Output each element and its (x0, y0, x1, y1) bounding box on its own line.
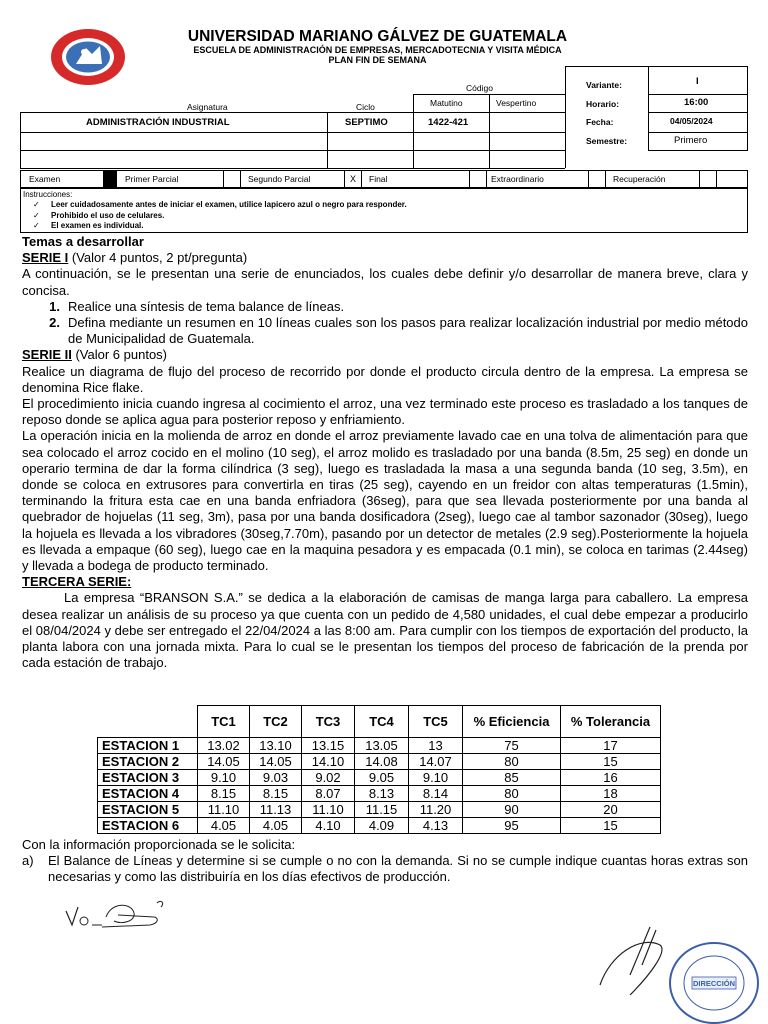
table-cell: 85 (463, 770, 561, 786)
table-cell: 15 (561, 754, 661, 770)
table-cell: 17 (561, 738, 661, 754)
table-cell: 8.13 (355, 786, 409, 802)
asignatura-value: ADMINISTRACIÓN INDUSTRIAL (86, 117, 230, 128)
table-cell: 14.08 (355, 754, 409, 770)
table-cell: 11.10 (198, 802, 250, 818)
horario-value: 16:00 (684, 97, 709, 108)
semestre-value: Primero (674, 135, 708, 146)
instructions-box (20, 188, 748, 233)
table-row (98, 770, 661, 786)
variante-value: I (696, 76, 699, 87)
recuperacion-checkbox[interactable] (699, 171, 717, 187)
table-header: TC5 (409, 706, 463, 738)
instruction-item: ✓ Leer cuidadosamente antes de iniciar el examen, utilice lapicero azul o negro para responder. (23, 200, 745, 211)
serie1-intro: A continuación, se le presentan una serie de enunciados, los cuales debe definir y/o desarrollar de manera breve, clara y concisa. (22, 266, 748, 298)
table-row (98, 818, 661, 834)
table-cell: 9.03 (250, 770, 302, 786)
table-cell: 80 (463, 786, 561, 802)
table-cell: 8.14 (409, 786, 463, 802)
segundo-parcial-label: Segundo Parcial (248, 174, 311, 184)
temas-heading: Temas a desarrollar (22, 234, 144, 249)
table-cell: 8.15 (250, 786, 302, 802)
station-label: ESTACION 5 (98, 802, 198, 818)
serie3-paragraph: La empresa “BRANSON S.A.” se dedica a la elaboración de camisas de manga larga para caballero. La empresa desea realizar un análisis de su proceso ya que cuenta con un pedido de 4,580 unidades, el cual debe empezar a producirlo el 08/04/2024 y debe ser entregado el 22/04/2024 a las 8:00 am. Para cumplir con los tiempos de exportación del producto, la planta labora con una jornada mixta. Para lo cual se le presentan los tiempos del proceso de fabricación de la prenda por cada estación de trabajo. (22, 590, 748, 671)
table-row (98, 802, 661, 818)
table-cell: 14.05 (198, 754, 250, 770)
serie2-paragraph: Realice un diagrama de flujo del proceso de recorrido por donde el producto circula dentro de la empresa. La empresa se denomina Rice flake. (22, 363, 748, 395)
table-cell: 20 (561, 802, 661, 818)
table-header: % Tolerancia (561, 706, 661, 738)
extraordinario-checkbox[interactable] (588, 171, 606, 187)
codigo-value: 1422-421 (428, 117, 469, 128)
serie2-paragraph: El procedimiento inicia cuando ingresa al cocimiento el arroz, una vez terminado este proceso es trasladado a los tanques de reposo donde se aplica agua para posterior reposo y enfriamiento. (22, 396, 748, 428)
primer-parcial-label: Primer Parcial (125, 174, 179, 184)
table-cell: 11.15 (355, 802, 409, 818)
question-number: 1. (49, 298, 60, 314)
codigo-label: Código (466, 83, 493, 93)
table-cell: 4.13 (409, 818, 463, 834)
ciclo-label: Ciclo (356, 102, 375, 112)
instructions-title: Instrucciones: (23, 190, 73, 199)
table-cell: 13.02 (198, 738, 250, 754)
vobo-signature (62, 895, 172, 935)
final-label: Final (369, 174, 388, 184)
variante-label: Variante: (586, 80, 622, 90)
instruction-item: ✓ El examen es individual. (23, 221, 745, 232)
serie2-paragraph: La operación inicia en la molienda de arroz en donde el arroz previamente lavado cae en una tolva de alimentación para que sea colocado el arroz cocido en el molino (10 seg), el arroz molido es trasladado por una banda (8.5m, 25 seg) en donde un operario termina de dar la forma cilíndrica (3 seg), luego es trasladada la masa a una segunda banda (10 seg, 3.5m), en donde se coloca en extrusores para convertirla en tiras (25 seg), cayendo en un freidor con altas temperaturas (1.5min), terminando la fritura esta cae en una banda enfriadora (36seg), para que sea llevada posteriormente por una banda al quebrador de hojuelas (11 seg, 3m), pasa por una banda dosificadora (2seg), luego cae al tambor sazonador (30seg), luego la hojuela es llevada a los vibradores (30seg,7.70m), pasando por un detector de metales (2.9 seg).Posteriormente la hojuela es llevada a empaque (60 seg), luego cae en la maquina pesadora y es empacada (0.1 min), se coloca en tarimas (2.44seg) y llevada a bodega de producto terminado. (22, 428, 748, 574)
horario-label: Horario: (586, 99, 620, 109)
serie2-title: SERIE II (22, 347, 72, 363)
table-cell: 9.10 (409, 770, 463, 786)
question-2: Defina mediante un resumen en 10 líneas cuales son los pasos para realizar localización industrial por medio método de Municipalidad de Guatemala. (68, 315, 748, 347)
table-cell: 9.05 (355, 770, 409, 786)
recuperacion-label: Recuperación (613, 174, 666, 184)
table-cell: 8.07 (302, 786, 355, 802)
segundo-parcial-checkbox[interactable]: X (344, 171, 362, 187)
final-checkbox[interactable] (469, 171, 487, 187)
question-1: Realice una síntesis de tema balance de líneas. (68, 298, 345, 314)
extraordinario-label: Extraordinario (491, 174, 544, 184)
station-times-table (97, 705, 661, 834)
table-cell: 4.05 (250, 818, 302, 834)
university-title: UNIVERSIDAD MARIANO GÁLVEZ DE GUATEMALA (187, 28, 568, 45)
instruction-item: ✓ Prohibido el uso de celulares. (23, 211, 745, 222)
table-cell: 80 (463, 754, 561, 770)
exam-type-row (20, 170, 748, 188)
fecha-value: 04/05/2024 (670, 116, 713, 126)
exam-label: Examen (29, 174, 61, 184)
table-cell: 4.10 (302, 818, 355, 834)
serie3-title: TERCERA SERIE: (22, 574, 132, 590)
table-cell: 4.09 (355, 818, 409, 834)
table-cell: 13.10 (250, 738, 302, 754)
table-cell: 14.05 (250, 754, 302, 770)
table-cell: 9.02 (302, 770, 355, 786)
serie2-value: (Valor 6 puntos) (71, 347, 167, 363)
asignatura-label: Asignatura (187, 102, 228, 112)
table-header: TC1 (198, 706, 250, 738)
table-cell: 18 (561, 786, 661, 802)
table-cell: 13.15 (302, 738, 355, 754)
vespertino-label: Vespertino (496, 98, 537, 108)
station-label: ESTACION 2 (98, 754, 198, 770)
fecha-label: Fecha: (586, 117, 614, 127)
exam-body (22, 234, 748, 671)
table-cell: 13.05 (355, 738, 409, 754)
table-cell: 95 (463, 818, 561, 834)
table-corner (98, 706, 198, 738)
serie1-title: SERIE I (22, 250, 69, 266)
table-header: TC4 (355, 706, 409, 738)
table-header: % Eficiencia (463, 706, 561, 738)
table-cell: 16 (561, 770, 661, 786)
after-table-block (22, 837, 748, 886)
semestre-label: Semestre: (586, 136, 628, 146)
table-header: TC2 (250, 706, 302, 738)
station-label: ESTACION 1 (98, 738, 198, 754)
question-letter: a) (22, 853, 34, 869)
table-cell: 8.15 (198, 786, 250, 802)
table-cell: 15 (561, 818, 661, 834)
table-cell: 14.07 (409, 754, 463, 770)
table-cell: 9.10 (198, 770, 250, 786)
table-cell: 90 (463, 802, 561, 818)
station-label: ESTACION 3 (98, 770, 198, 786)
table-cell: 13 (409, 738, 463, 754)
table-header: TC3 (302, 706, 355, 738)
ciclo-value: SEPTIMO (345, 117, 388, 128)
exam-label-box (103, 171, 117, 187)
serie1-value: (Valor 4 puntos, 2 pt/pregunta) (68, 250, 248, 266)
table-row (98, 738, 661, 754)
station-label: ESTACION 6 (98, 818, 198, 834)
table-cell: 75 (463, 738, 561, 754)
school-name: ESCUELA DE ADMINISTRACIÓN DE EMPRESAS, MERCADOTECNIA Y VISITA MÉDICA (193, 45, 562, 55)
stamp-center-text: DIRECCIÓN (692, 979, 736, 988)
plan-name: PLAN FIN DE SEMANA (328, 55, 427, 65)
primer-parcial-checkbox[interactable] (223, 171, 241, 187)
table-cell: 14.10 (302, 754, 355, 770)
table-cell: 11.20 (409, 802, 463, 818)
table-cell: 4.05 (198, 818, 250, 834)
question-number: 2. (49, 315, 60, 331)
table-cell: 11.10 (302, 802, 355, 818)
table-row (98, 786, 661, 802)
direccion-stamp (590, 925, 760, 1024)
after-table-text: Con la información proporcionada se le solicita: (22, 837, 296, 852)
table-cell: 11.13 (250, 802, 302, 818)
table-row (98, 754, 661, 770)
matutino-label: Matutino (430, 98, 463, 108)
university-seal-logo (50, 28, 126, 86)
station-label: ESTACION 4 (98, 786, 198, 802)
question-a: El Balance de Líneas y determine si se cumple o no con la demanda. Si no se cumple indique cuantas horas extras son necesarias y como las distribuiría en los días efectivos de producción. (48, 853, 748, 885)
